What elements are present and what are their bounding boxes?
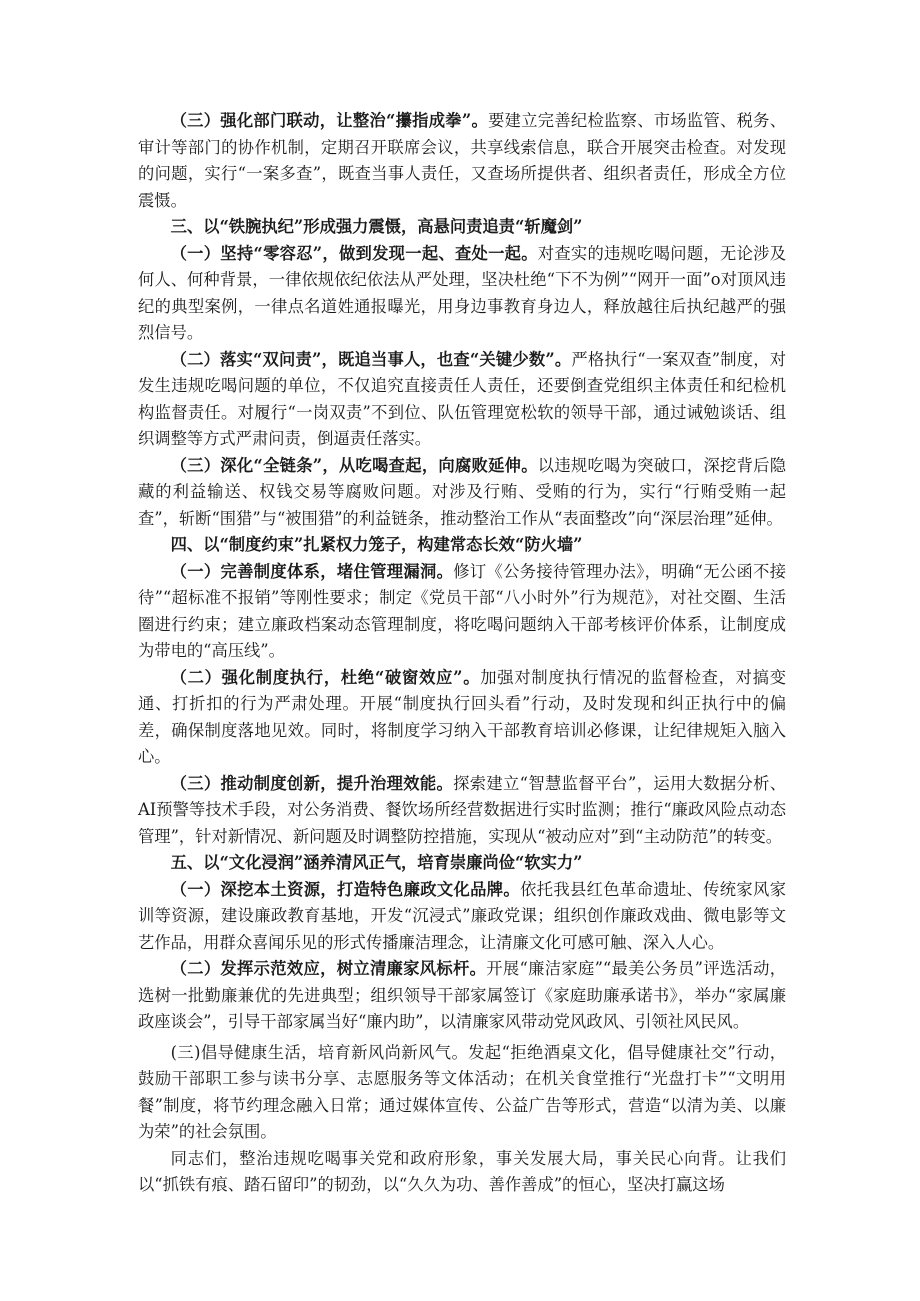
paragraph-local-resources: （一）深挖本土资源，打造特色廉政文化品牌。依托我县红色革命遗址、传统家风家训等资源，建设廉政教育基地，开发“沉浸式”廉政党课；组织创作廉政戏曲、微电影等文艺作品，用群众喜闻乐见的形式传播廉洁理念，让清廉文化可感可触、深入人心。 — [138, 879, 786, 952]
document-page — [138, 108, 786, 1199]
paragraph-dual-accountability: （二）落实“双问责”，既追当事人，也查“关键少数”。严格执行“一案双查”制度，对发生违规吃喝问题的单位，不仅追究直接责任人责任，还要倒查党组织主体责任和纪检机构监督责任。对履行“一岗双责”不到位、队伍管理宽松软的领导干部，通过诫勉谈话、组织调整等方式严肃问责，倒逼责任落实。 — [138, 349, 786, 448]
paragraph-zero-tolerance: （一）坚持“零容忍”，做到发现一起、查处一起。对查实的违规吃喝问题，无论涉及何人、何种背景，一律依规依纪依法从严处理，坚决杜绝“下不为例”“网开一面”o对顶风违纪的典型案例，一律点名道姓通报曝光，用身边事教育身边人，释放越往后执纪越严的强烈信号。 — [138, 243, 786, 342]
paragraph-role-models: （二）发挥示范效应，树立清廉家风标杆。开展“廉洁家庭”“最美公务员”评选活动，选树一批勤廉兼优的先进典型；组织领导干部家属签订《家庭助廉承诺书》，举办“家属廉政座谈会”，引导干部家属当好“廉内助”，以清廉家风带动党风政风、引领社风民风。 — [138, 959, 786, 1031]
paragraph-system-innovation: （三）推动制度创新，提升治理效能。探索建立“智慧监督平台”，运用大数据分析、AI预警等技术手段，对公务消费、餐饮场所经营数据进行实时监测；推行“廉政风险点动态管理”，针对新情况、新问题及时调整防控措施，实现从“被动应对”到“主动防范”的转变。 — [138, 773, 786, 846]
paragraph-full-chain: （三）深化“全链条”，从吃喝查起，向腐败延伸。以违规吃喝为突破口，深挖背后隐藏的利益输送、权钱交易等腐败问题。对涉及行贿、受贿的行为，实行“行贿受贿一起查”，斩断“围猎”与“被围猎”的利益链条，推动整治工作从“表面整改”向“深层治理”延伸。 — [138, 455, 786, 528]
paragraph-dept-coordination: （三）强化部门联动，让整治“攥指成拳”。要建立完善纪检监察、市场监管、税务、审计等部门的协作机制，定期召开联席会议，共享线索信息，联合开展突击检查。对发现的问题，实行“一案多查”，既查当事人责任，又查场所提供者、组织者责任，形成全方位震慑。 — [138, 111, 786, 210]
section-heading-3: 三、以“铁腕执纪”形成强力震慑，高悬问责追责“斩魔剑” — [170, 217, 583, 236]
section-heading-4: 四、以“制度约束”扎紧权力笼子，构建常态长效“防火墙” — [170, 535, 583, 554]
paragraph-system-execution: （二）强化制度执行，杜绝“破窗效应”。加强对制度执行情况的监督检查，对搞变通、打折扣的行为严肃处理。开展“制度执行回头看”行动，及时发现和纠正执行中的偏差，确保制度落地见效。同时，将制度学习纳入干部教育培训必修课，让纪律规矩入脑入心。 — [138, 667, 786, 766]
section-heading-5: 五、以“文化浸润”涵养清风正气，培育崇廉尚俭“软实力” — [170, 853, 583, 872]
paragraph-closing: 同志们，整治违规吃喝事关党和政府形象，事关发展大局，事关民心向背。让我们以“抓铁有痕、踏石留印”的韧劲，以“久久为功、善作善成”的恒心，坚决打赢这场 — [138, 1148, 786, 1194]
paragraph-healthy-lifestyle: (三)倡导健康生活，培育新风尚新风气。发起“拒绝酒桌文化，倡导健康社交”行动，鼓励干部职工参与读书分享、志愿服务等文体活动；在机关食堂推行“光盘打卡”“文明用餐”制度，将节约理念融入日常；通过媒体宣传、公益广告等形式，营造“以清为美、以廉为荣”的社会氛围。 — [138, 1042, 786, 1141]
paragraph-system-improvement: （一）完善制度体系，堵住管理漏洞。修订《公务接待管理办法》，明确“无公函不接待”“超标准不报销”等刚性要求；制定《党员干部“八小时外”行为规范》，对社交圈、生活圈进行约束；建立廉政档案动态管理制度，将吃喝问题纳入干部考核评价体系，让制度成为带电的“高压线”。 — [138, 561, 786, 660]
